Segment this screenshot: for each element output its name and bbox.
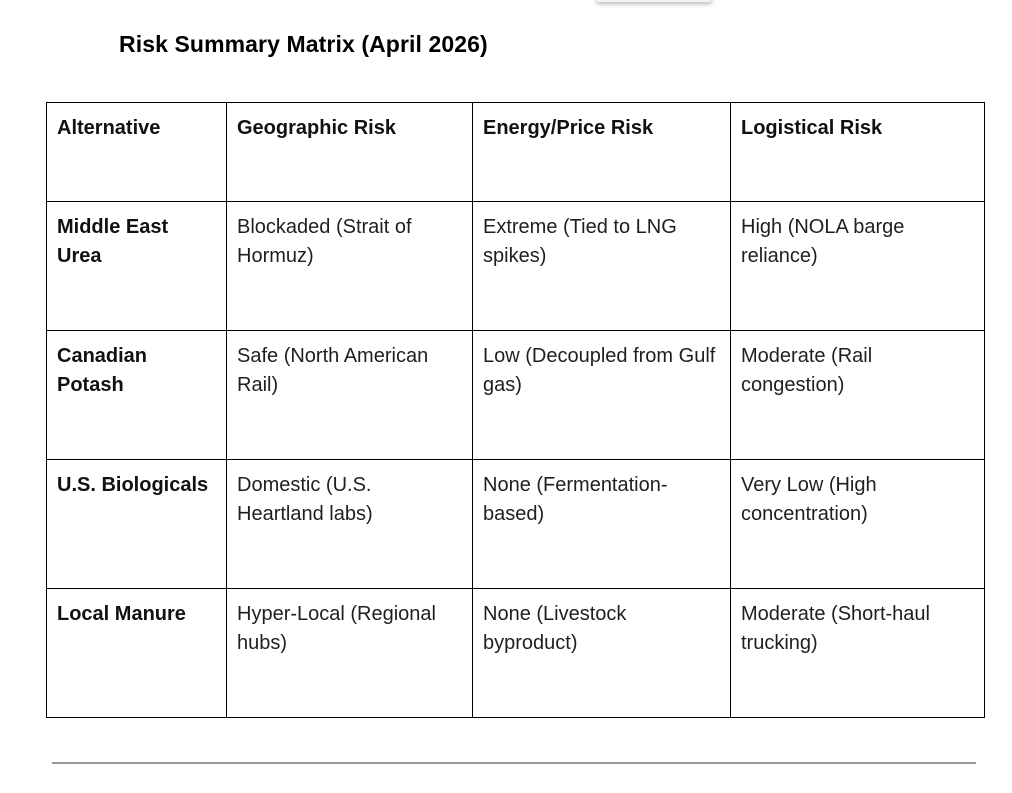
page-title: Risk Summary Matrix (April 2026): [119, 31, 488, 57]
table-row: [47, 202, 985, 331]
geographic-risk-cell: Domestic (U.S. Heartland labs): [227, 460, 473, 589]
logistical-risk-cell: Moderate (Short-haul trucking): [731, 589, 985, 718]
alternative-cell: Middle East Urea: [47, 202, 227, 331]
column-header-geographic-risk: Geographic Risk: [227, 103, 473, 202]
geographic-risk-cell: Hyper-Local (Regional hubs): [227, 589, 473, 718]
floating-toolbar-edge: [596, 0, 712, 2]
alternative-cell: U.S. Biologicals: [47, 460, 227, 589]
table-row: [47, 331, 985, 460]
risk-summary-table: [46, 102, 985, 718]
alternative-cell: Canadian Potash: [47, 331, 227, 460]
geographic-risk-cell: Safe (North American Rail): [227, 331, 473, 460]
horizontal-divider: [52, 762, 976, 764]
column-header-logistical-risk: Logistical Risk: [731, 103, 985, 202]
energy-price-risk-cell: Extreme (Tied to LNG spikes): [473, 202, 731, 331]
alternative-cell: Local Manure: [47, 589, 227, 718]
table-row: [47, 460, 985, 589]
column-header-energy-price-risk: Energy/Price Risk: [473, 103, 731, 202]
energy-price-risk-cell: None (Livestock byproduct): [473, 589, 731, 718]
energy-price-risk-cell: Low (Decoupled from Gulf gas): [473, 331, 731, 460]
table-row: [47, 589, 985, 718]
column-header-alternative: Alternative: [47, 103, 227, 202]
energy-price-risk-cell: None (Fermentation-based): [473, 460, 731, 589]
logistical-risk-cell: Very Low (High concentration): [731, 460, 985, 589]
logistical-risk-cell: High (NOLA barge reliance): [731, 202, 985, 331]
table-header-row: [47, 103, 985, 202]
geographic-risk-cell: Blockaded (Strait of Hormuz): [227, 202, 473, 331]
logistical-risk-cell: Moderate (Rail congestion): [731, 331, 985, 460]
